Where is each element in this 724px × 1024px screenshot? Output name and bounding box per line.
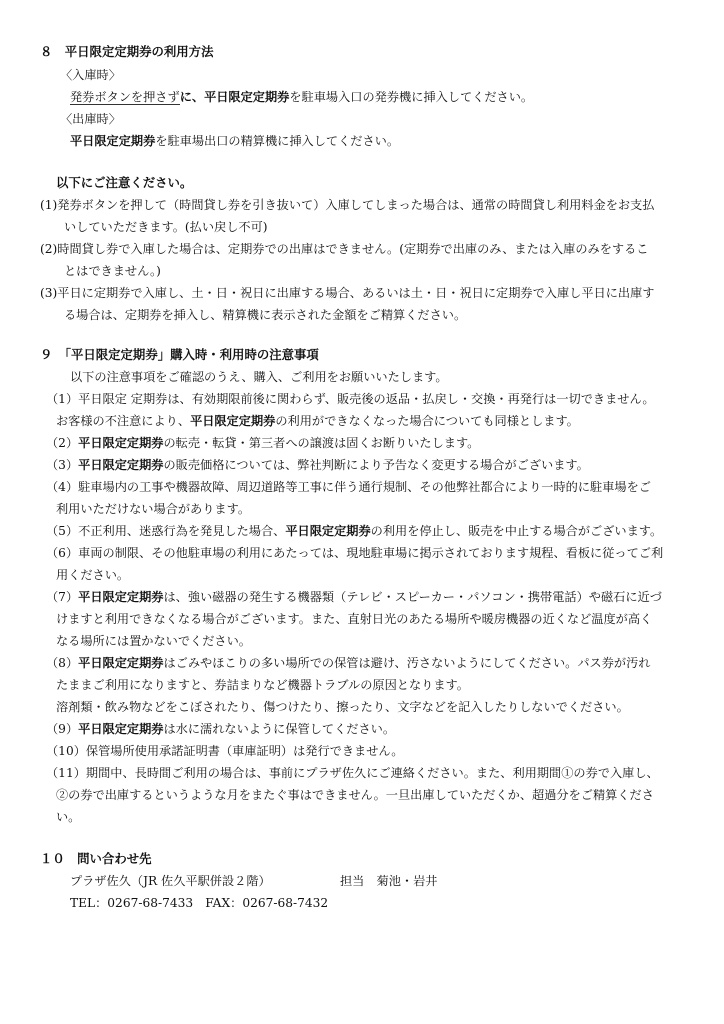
note-1-line-2: いしていただきます。(払い戻し不可): [64, 220, 268, 234]
item-7-bold: 平日限定定期券: [78, 590, 164, 604]
item-1-bold: 平日限定定期券: [190, 414, 276, 428]
note-2-line-1: (2)時間貸し券で入庫した場合は、定期券での出庫はできません。(定期券で出庫のみ、または入庫のみをするこ: [40, 242, 649, 256]
item-4-line-1: （4）駐車場内の工事や機器故障、周辺道路等工事に伴う通行規制、その他弊社都合により一時的に駐車場をご: [46, 480, 651, 494]
item-8-bold: 平日限定定期券: [78, 656, 164, 670]
item-8-line-2: たままご利用になりますと、券詰まりなど機器トラブルの原因となります。: [56, 678, 469, 692]
entry-comma: に、: [179, 90, 205, 104]
section-10-heading: １０ 問い合わせ先: [40, 851, 152, 866]
entry-label: 〈入庫時〉: [60, 68, 121, 82]
item-5-pre: （5）不正利用、迷惑行為を発見した場合、: [46, 524, 286, 538]
item-9-bold: 平日限定定期券: [78, 722, 164, 736]
item-9-post: は水に濡れないように保管してください。: [163, 722, 396, 736]
contact-phone-fax: TEL：0267-68-7433 FAX：0267-68-7432: [70, 896, 329, 910]
note-2-line-2: とはできません。): [64, 264, 161, 278]
item-9: [46, 721, 395, 737]
item-1-pre: お客様の不注意により、: [56, 414, 191, 428]
entry-underlined: 発券ボタンを押さず: [70, 90, 180, 104]
contact-staff: 担当 菊池・岩井: [340, 874, 438, 888]
item-8-num: （8）: [46, 656, 79, 670]
entry-bold-ticket: 平日限定定期券: [204, 90, 290, 104]
item-8-post: はごみやほこりの多い場所での保管は避け、汚さないようにしてください。パス券が汚れ: [163, 656, 651, 670]
item-5-bold: 平日限定定期券: [285, 524, 371, 538]
notes-heading: 以下にご注意ください。: [56, 175, 193, 190]
note-1-line-1: (1)発券ボタンを押して（時間貸し券を引き抜いて）入庫してしまった場合は、通常の時間貸し利用料金をお支払: [40, 198, 655, 212]
item-5-post: の利用を停止し、販売を中止する場合がございます。: [370, 524, 663, 538]
entry-instruction: [70, 89, 533, 105]
item-2-num: （2）: [46, 436, 79, 450]
item-3: [46, 457, 589, 473]
item-11-line-3: い。: [56, 810, 81, 824]
item-3-bold: 平日限定定期券: [78, 458, 164, 472]
exit-instruction: [70, 133, 399, 149]
item-7-line-3: なる場所には置かないでください。: [56, 634, 251, 648]
note-3-line-2: る場合は、定期券を挿入し、精算機に表示された金額をご精算ください。: [64, 308, 467, 322]
item-2-bold: 平日限定定期券: [78, 436, 164, 450]
item-4-line-2: 利用いただけない場合があります。: [56, 502, 251, 516]
item-2: [46, 435, 479, 451]
s9-intro: 以下の注意事項をご確認のうえ、購入、ご利用をお願いいたします。: [70, 370, 448, 384]
exit-rest: を駐車場出口の精算機に挿入してください。: [155, 134, 400, 148]
item-2-post: の転売・転貸・第三者への譲渡は固くお断りいたします。: [163, 436, 480, 450]
entry-rest: を駐車場入口の発券機に挿入してください。: [289, 90, 534, 104]
item-7-line-1: [46, 589, 662, 605]
item-7-line-2: けますと利用できなくなる場合がございます。また、直射日光のあたる場所や暖房機器の近くなど温度が高く: [56, 612, 653, 626]
exit-label: 〈出庫時〉: [60, 112, 121, 126]
item-8-line-1: [46, 655, 650, 671]
exit-bold-ticket: 平日限定定期券: [70, 134, 156, 148]
item-11-line-2: ②の券で出庫するというような月をまたぐ事はできません。一旦出庫していただくか、超過分をご精算くださ: [56, 788, 654, 802]
item-7-post: は、強い磁器の発生する機器類（テレビ・スピーカー・パソコン・携帯電話）や磁石に近づ: [163, 590, 662, 604]
item-8-line-3: 溶剤類・飲み物などをこぼされたり、傷つけたり、擦ったり、文字などを記入したりしないでください。: [56, 700, 629, 714]
note-3-line-1: (3)平日に定期券で入庫し、土・日・祝日に出庫する場合、あるいは土・日・祝日に定期券で入庫し平日に出庫す: [40, 286, 655, 300]
item-3-num: （3）: [46, 458, 79, 472]
section-9-heading: ９ 「平日限定定期券」購入時・利用時の注意事項: [40, 347, 319, 362]
item-6-line-2: 用ください。: [56, 568, 130, 582]
item-1-line-1: （1）平日限定 定期券は、有効期限前後に関わらず、販売後の返品・払戻し・交換・再発行は一切できません。: [46, 392, 655, 406]
item-3-post: の販売価格については、弊社判断により予告なく変更する場合がございます。: [163, 458, 589, 472]
item-5: [46, 523, 662, 539]
item-1-line-2: [56, 413, 579, 429]
contact-place: プラザ佐久（JR 佐久平駅併設２階）: [70, 874, 271, 888]
item-11-line-1: （11）期間中、長時間ご利用の場合は、事前にプラザ佐久にご連絡ください。また、利用期間①の券で入庫し、: [46, 766, 659, 780]
section-8-heading: ８ 平日限定定期券の利用方法: [40, 44, 214, 59]
item-1-post: の利用ができなくなった場合についても同様とします。: [275, 414, 579, 428]
item-9-num: （9）: [46, 722, 79, 736]
item-7-num: （7）: [46, 590, 79, 604]
item-10: （10）保管場所使用承諾証明書（車庫証明）は発行できません。: [46, 744, 404, 758]
item-6-line-1: （6）車両の制限、その他駐車場の利用にあたっては、現地駐車場に掲示されております規程、看板に従ってご利: [46, 546, 664, 560]
